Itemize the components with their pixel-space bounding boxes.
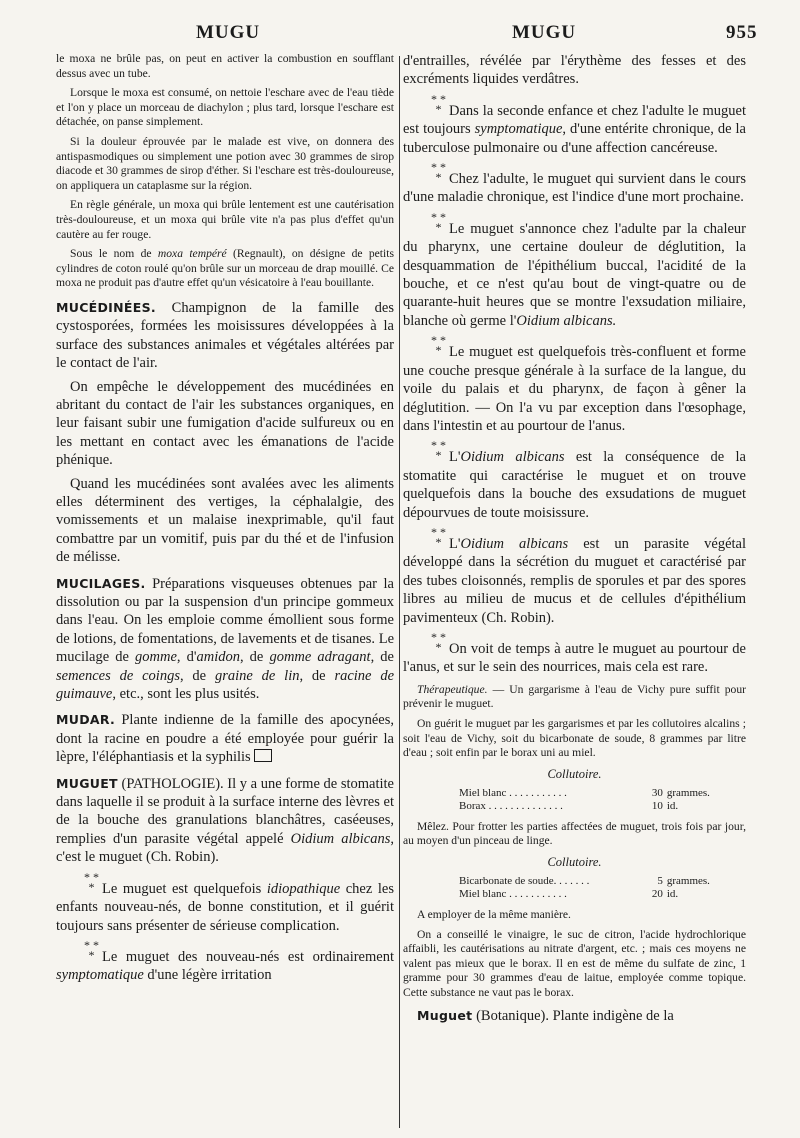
muguet-paragraph: * * * On voit de temps à autre le muguet au pourtour de l'anus, et sur le sein des nourrices, mais cela est rare. (403, 629, 746, 676)
muguet-paragraph: * * * L'Oidium albicans est un parasite végétal développé dans la sécrétion du muguet et caractérisé par des tubes cloisonnés, remplis de sporules et par des spores libres au milieu de mucus et de cellules d'épithélium pavimenteux (Ch. Robin). (403, 524, 746, 626)
mucedinees-paragraph: Quand les mucédinées sont avalées avec les aliments elles déterminent des vertiges, la céphalalgie, des vomissements et un malaise inexprimable, qu'il faut combattre par un vomitif, puis par du thé et de l'infusion de mélisse. (56, 475, 394, 566)
entry-mudar: MUDAR. Plante indienne de la famille des apocynées, dont la racine en poudre a été employée pour guérir la lèpre, l'éléphantiasis et la syphilis (56, 712, 394, 766)
asterism-icon: * * * (431, 91, 446, 116)
pharmacopoeia-square-icon (254, 749, 272, 762)
recipe-row: Miel blanc . . . . . . . . . . . 20 id. (459, 888, 679, 901)
asterism-icon: * * * (431, 160, 446, 185)
asterism-icon: * * * (84, 937, 99, 962)
right-column (403, 52, 746, 1126)
entry-headword: MUCILAGES. (56, 575, 146, 591)
muguet-paragraph: * * * L'Oidium albicans est la conséquence de la stomatite qui caractérise le muguet et on trouve quelquefois dans la bouche des exsudations de muguet dépourvues de toute moisissure. (403, 438, 746, 521)
recipe-title: Collutoire. (547, 766, 602, 781)
moxa-paragraph: Si la douleur éprouvée par le malade est vive, on donnera des antispasmodiques ou simplement une potion avec 30 grammes de sirop diacode et 30 grammes de sirop d'éther. Si l'eschare est très-douloureuse, on appliquera un cataplasme sur la région. (56, 134, 394, 192)
page-header (0, 22, 800, 52)
recipe-instruction: Mêlez. Pour frotter les parties affectées de muguet, trois fois par jour, au moyen d'un pinceau de linge. (403, 819, 746, 848)
therapeutique-paragraph: Thérapeutique. — Un gargarisme à l'eau de Vichy pure suffit pour prévenir le muguet. (403, 682, 746, 711)
muguet-paragraph: * * * Le muguet est quelquefois idiopathique chez les enfants nouveau-nés, de bonne constitution, et il guérit toujours sans présenter de sérieuse complication. (56, 869, 394, 934)
moxa-paragraph: le moxa ne brûle pas, on peut en activer la combustion en soufflant dessus avec un tube. (56, 52, 394, 80)
asterism-icon: * * * (431, 524, 446, 549)
entry-mucedinees: MUCÉDINÉES. Champignon de la famille des cystosporées, formées les moisissures développées à la surface des substances animales et végétales altérées par le contact de l'air. (56, 299, 394, 372)
entry-muguet: MUGUET (PATHOLOGIE). Il y a une forme de stomatite dans laquelle il se produit à la surface interne des lèvres et de la bouche des granulations blanchâtres, caséeuses, remplies d'un parasite végétal appelé Oidium albicans, c'est le muguet (Ch. Robin). (56, 775, 394, 866)
recipe-row: Miel blanc . . . . . . . . . . . 30 grammes. (459, 786, 710, 799)
muguet-paragraph: * * * Chez l'adulte, le muguet qui survient dans le cours d'une maladie chronique, est l'indice d'une mort prochaine. (403, 160, 746, 206)
muguet-paragraph: * * * Le muguet des nouveau-nés est ordinairement symptomatique d'une légère irritation (56, 937, 394, 984)
recipe-row: Borax . . . . . . . . . . . . . . 10 id. (459, 800, 679, 813)
entry-headword: Muguet (417, 1007, 473, 1023)
therapeutique-paragraph: On a conseillé le vinaigre, le suc de citron, l'acide hydrochlorique affaibli, les cautérisations au nitrate d'argent, etc. ; mais ces moyens ne valent pas mieux que le borax. Il en est de même du sulfate de zinc, 1 gramme pour 30 grammes d'eau de laitue, employée comme topique. Cette substance ne vaut pas le borax. (403, 927, 746, 999)
recipe-list (459, 787, 746, 814)
entry-headword: MUCÉDINÉES. (56, 299, 156, 315)
entry-headword: MUDAR. (56, 712, 116, 728)
running-head-right: MUGU (512, 22, 577, 43)
running-head-left: MUGU (196, 22, 261, 43)
recipe-list (459, 875, 746, 902)
column-rule (399, 56, 400, 1128)
recipe-instruction: A employer de la même manière. (417, 907, 571, 921)
recipe-row: Bicarbonate de soude. . . . . . . 5 grammes. (459, 874, 710, 887)
left-column (56, 52, 394, 1126)
asterism-icon: * * * (431, 209, 446, 234)
muguet-paragraph: * * * Dans la seconde enfance et chez l'adulte le muguet est toujours symptomatique, d'une entérite chronique, de la tuberculose pulmonaire ou d'une affection cancéreuse. (403, 91, 746, 156)
entry-headword: MUGUET (56, 775, 118, 791)
muguet-continued: d'entrailles, révélée par l'érythème des fesses et des excréments liquides verdâtres. (403, 53, 746, 88)
moxa-paragraph: Lorsque le moxa est consumé, on nettoie l'eschare avec de l'eau tiède et l'on y place un morceau de diachylon ; plus tard, lorsque l'eschare est détachée, on panse simplement. (56, 86, 394, 129)
recipe-title: Collutoire. (547, 854, 602, 869)
asterism-icon: * * * (84, 869, 99, 894)
entry-muguet-botanique: Muguet (Botanique). Plante indigène de la (417, 1007, 674, 1024)
therapeutique-paragraph: On guérit le muguet par les gargarismes et par les collutoires alcalins ; soit l'eau de Vichy, soit du bicarbonate de soude, 8 grammes par litre d'eau ; soit enfin par le borax uni au miel. (403, 716, 746, 760)
entry-mucilages: MUCILAGES. Préparations visqueuses obtenues par la dissolution ou par la suspension d'un principe gommeux dans l'eau. On les emploie comme émollient sous forme de lotions, de fomentations, de lavements et de tisanes. Le mucilage de gomme, d'amidon, de gomme adragant, de semences de coings, de graine de lin, de racine de guimauve, etc., sont les plus usités. (56, 575, 394, 703)
moxa-paragraph: En règle générale, un moxa qui brûle lentement est une cautérisation très-douloureuse, et un moxa qui brûle vite n'a pas plus d'effet qu'un cautère au fer rouge. (56, 198, 394, 241)
asterism-icon: * * * (431, 438, 446, 463)
asterism-icon: * * * (431, 333, 446, 358)
muguet-paragraph: * * * Le muguet est quelquefois très-confluent et forme une couche presque générale à la surface de la langue, du voile du palais et du pharynx, de façon à gêner la déglutition. — On l'a vu par exception dans l'œsophage, dans l'intestin et au pourtour de l'anus. (403, 333, 746, 434)
moxa-tempere-paragraph: Sous le nom de moxa tempéré (Regnault), on désigne de petits cylindres de coton roulé qu'on brûle sur un morceau de drap mouillé. Ce moxa ne produit pas d'autre effet qu'un vésicatoire à l'eau bouillante. (56, 247, 394, 290)
mucedinees-paragraph: On empêche le développement des mucédinées en abritant du contact de l'air les substances organiques, en leur faisant subir une fumigation d'acide sulfureux ou en les mettant en contact avec les émanations de l'acide phénique. (56, 378, 394, 469)
page-number: 955 (726, 22, 758, 43)
muguet-paragraph: * * * Le muguet s'annonce chez l'adulte par la chaleur du pharynx, une certaine douleur de déglutition, la desquammation de l'épithélium buccal, l'acidité de la bouche, et ce n'est qu'au bout de vingt-quatre ou de quarante-huit heures que se montre l'exsudation miliaire, blanche où germe l'Oidium albicans. (403, 209, 746, 329)
asterism-icon: * * * (431, 629, 446, 654)
